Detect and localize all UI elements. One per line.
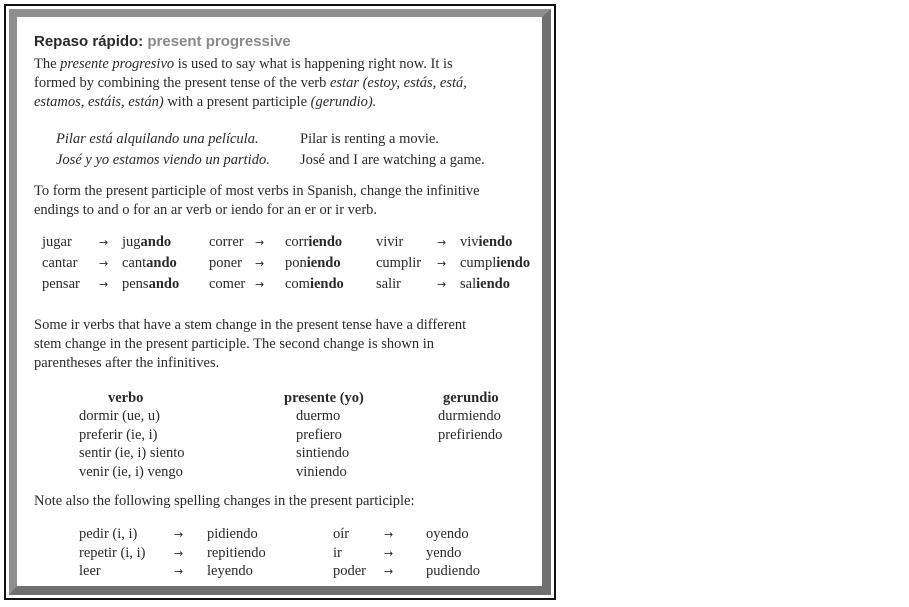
example-spanish: Pilar está alquilando una película. [56,131,259,147]
table-cell-presente: duermo [296,408,341,424]
intro-gerund: (gerundio). [310,94,377,110]
stem-change-paragraph [34,316,534,373]
table-cell-presente: sintiendo [296,445,350,461]
spelling-note-text: Note also the following spelling changes in the present participle: [34,493,415,509]
stem-change-line: Some ir verbs that have a stem change in the present tense have a different [34,317,467,333]
table-cell-gerundio: prefiriendo [438,427,503,443]
verb-participle: pidiendo [207,526,258,542]
intro-text: formed by combining the present tense of the verb [34,75,330,91]
stem-change-line: stem change in the present participle. The second change is shown in [34,336,434,352]
grammar-box-content [26,27,546,587]
verb-infinitive: ir [333,545,342,561]
arrow-icon: → [99,257,109,270]
example-english: Pilar is renting a movie. [300,131,439,147]
spelling-note [34,492,534,511]
table-cell-gerundio: durmiendo [438,408,501,424]
verb-participle: oyendo [426,526,469,542]
stem-change-line: parentheses after the infinitives. [34,355,220,371]
example-english: José and I are watching a game. [300,152,485,168]
intro-term: presente progresivo [60,56,175,72]
arrow-icon: → [174,528,184,541]
verb-infinitive: vivir [376,234,404,250]
verb-infinitive: pedir (i, i) [79,526,138,542]
heading-topic: present progressive [147,33,291,50]
example-spanish: José y yo estamos viendo un partido. [56,152,270,168]
arrow-icon: → [99,236,109,249]
table-cell-verbo: sentir (ie, i) siento [79,445,185,461]
arrow-icon: → [437,257,447,270]
verb-participle: comiendo [285,276,344,292]
formation-paragraph [34,182,534,220]
table-cell-verbo: preferir (ie, i) [79,427,158,443]
table-cell-presente: viniendo [296,464,347,480]
intro-text: is used to say what is happening right now. It is [174,56,453,72]
intro-text: with a present participle [163,94,311,110]
verb-infinitive: repetir (i, i) [79,545,146,561]
table-cell-presente: prefiero [296,427,342,443]
verb-infinitive: leer [79,563,101,579]
verb-participle: repitiendo [207,545,266,561]
verb-infinitive: comer [209,276,246,292]
verb-participle: yendo [426,545,462,561]
column-header-verbo: verbo [108,390,144,406]
column-header-presente: presente (yo) [284,390,364,406]
intro-verb-forms: estar (estoy, estás, está, [329,75,467,91]
verb-infinitive: poder [333,563,367,579]
verb-infinitive: pensar [42,276,80,292]
arrow-icon: → [437,278,447,291]
arrow-icon: → [384,528,394,541]
verb-participle: cantando [122,255,177,271]
verb-participle: viviendo [460,234,513,250]
verb-infinitive: cumplir [376,255,422,271]
heading [34,32,291,51]
verb-infinitive: cantar [42,255,78,271]
intro-text: The [34,56,61,72]
arrow-icon: → [384,565,394,578]
grammar-box-frame [4,4,556,600]
formation-line: To form the present participle of most verbs in Spanish, change the infinitive [34,183,480,199]
arrow-icon: → [99,278,109,291]
verb-participle: cumpliendo [460,255,531,271]
column-header-gerundio: gerundio [443,390,499,406]
verb-participle: poniendo [285,255,341,271]
arrow-icon: → [437,236,447,249]
formation-line: endings to and o for an ar verb or iendo for an er or ir verb. [34,202,378,218]
arrow-icon: → [174,565,184,578]
table-cell-verbo: venir (ie, i) vengo [79,464,183,480]
verb-participle: jugando [122,234,172,250]
verb-infinitive: correr [209,234,244,250]
heading-title: Repaso rápido: [34,33,144,50]
verb-infinitive: salir [376,276,401,292]
verb-participle: pensando [122,276,180,292]
verb-participle: corriendo [285,234,343,250]
verb-infinitive: jugar [42,234,72,250]
verb-participle: leyendo [207,563,253,579]
verb-infinitive: poner [209,255,243,271]
intro-paragraph [34,55,534,112]
verb-infinitive: oír [333,526,350,542]
arrow-icon: → [384,547,394,560]
verb-participle: saliendo [460,276,510,292]
arrow-icon: → [255,257,265,270]
arrow-icon: → [174,547,184,560]
verb-participle: pudiendo [426,563,480,579]
arrow-icon: → [255,278,265,291]
table-cell-verbo: dormir (ue, u) [79,408,160,424]
arrow-icon: → [255,236,265,249]
intro-verb-forms: estamos, estáis, están) [34,94,164,110]
